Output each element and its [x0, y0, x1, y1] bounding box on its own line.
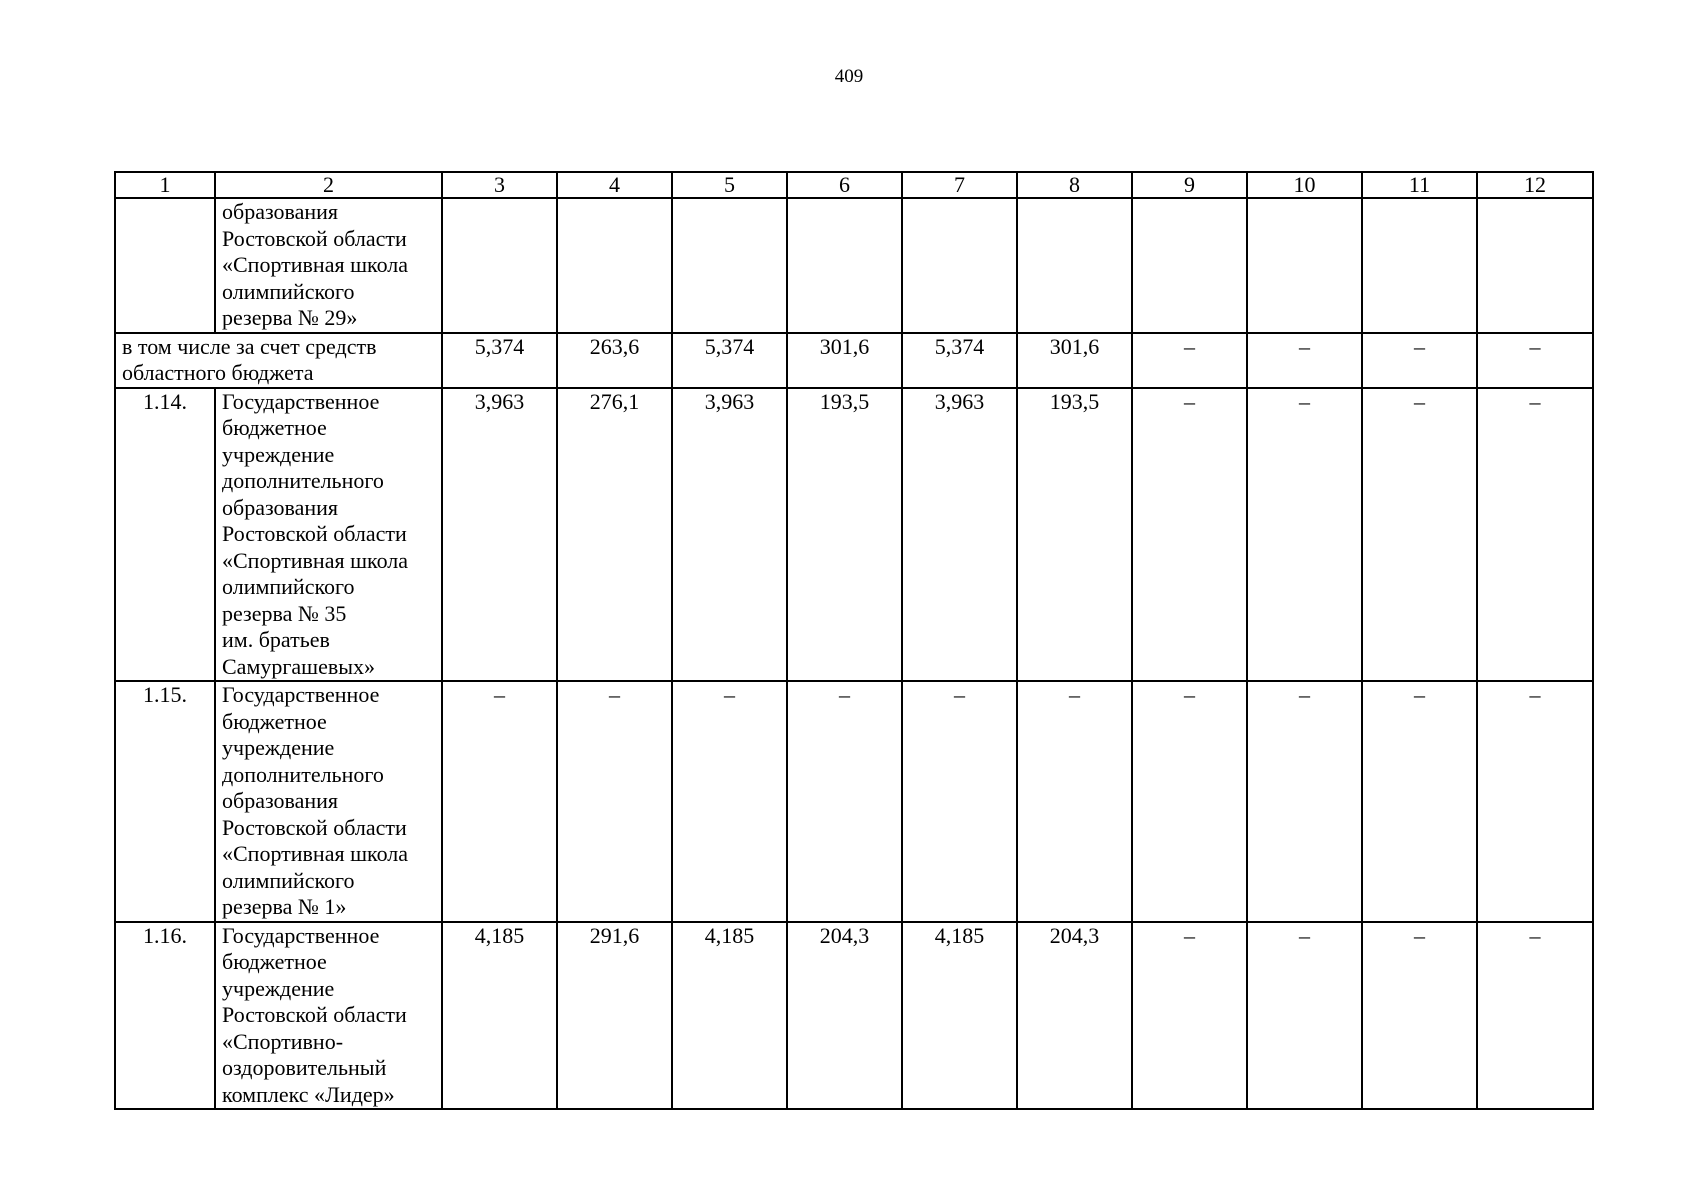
- value-cell: 301,6: [1017, 333, 1132, 388]
- institution-name: образования Ростовской области «Спортивная школа олимпийского резерва № 29»: [215, 198, 442, 333]
- value-cell: 276,1: [557, 388, 672, 682]
- column-header: 11: [1362, 172, 1477, 198]
- value-cell: –: [1477, 333, 1593, 388]
- value-cell: 263,6: [557, 333, 672, 388]
- row-index: 1.16.: [115, 922, 215, 1110]
- value-cell: 4,185: [902, 922, 1017, 1110]
- value-cell: –: [1477, 922, 1593, 1110]
- value-cell: –: [1362, 922, 1477, 1110]
- column-header: 6: [787, 172, 902, 198]
- value-cell: [1017, 198, 1132, 333]
- column-header: 8: [1017, 172, 1132, 198]
- institution-name: Государственное бюджетное учреждение Ростовской области «Спортивно- оздоровительный комплекс «Лидер»: [215, 922, 442, 1110]
- value-cell: 204,3: [787, 922, 902, 1110]
- value-cell: [1362, 198, 1477, 333]
- value-cell: 4,185: [442, 922, 557, 1110]
- table-row: [115, 198, 1593, 333]
- value-cell: –: [1132, 333, 1247, 388]
- value-cell: [672, 198, 787, 333]
- value-cell: 204,3: [1017, 922, 1132, 1110]
- column-header: 5: [672, 172, 787, 198]
- value-cell: –: [1477, 681, 1593, 922]
- row-index: 1.15.: [115, 681, 215, 922]
- value-cell: –: [1247, 388, 1362, 682]
- value-cell: –: [1362, 681, 1477, 922]
- subtotal-label: в том числе за счет средств областного бюджета: [115, 333, 442, 388]
- value-cell: –: [1247, 922, 1362, 1110]
- value-cell: –: [902, 681, 1017, 922]
- table-row: [115, 681, 1593, 922]
- value-cell: –: [787, 681, 902, 922]
- value-cell: [902, 198, 1017, 333]
- row-index: [115, 198, 215, 333]
- value-cell: 5,374: [902, 333, 1017, 388]
- value-cell: [1132, 198, 1247, 333]
- value-cell: –: [1247, 681, 1362, 922]
- value-cell: –: [1132, 681, 1247, 922]
- institution-name: Государственное бюджетное учреждение дополнительного образования Ростовской области «Спортивная школа олимпийского резерва № 1»: [215, 681, 442, 922]
- table-row: [115, 922, 1593, 1110]
- value-cell: 3,963: [902, 388, 1017, 682]
- column-header: 9: [1132, 172, 1247, 198]
- institution-name: Государственное бюджетное учреждение дополнительного образования Ростовской области «Спортивная школа олимпийского резерва № 35 им. братьев Самургашевых»: [215, 388, 442, 682]
- column-header: 7: [902, 172, 1017, 198]
- row-index: 1.14.: [115, 388, 215, 682]
- value-cell: [1477, 198, 1593, 333]
- column-header: 3: [442, 172, 557, 198]
- value-cell: [557, 198, 672, 333]
- column-header: 4: [557, 172, 672, 198]
- value-cell: 3,963: [672, 388, 787, 682]
- value-cell: [1247, 198, 1362, 333]
- value-cell: –: [1362, 388, 1477, 682]
- value-cell: –: [1132, 388, 1247, 682]
- column-header: 1: [115, 172, 215, 198]
- value-cell: –: [672, 681, 787, 922]
- column-header: 2: [215, 172, 442, 198]
- column-header: 10: [1247, 172, 1362, 198]
- value-cell: –: [557, 681, 672, 922]
- value-cell: –: [1132, 922, 1247, 1110]
- value-cell: [442, 198, 557, 333]
- value-cell: 193,5: [787, 388, 902, 682]
- value-cell: 291,6: [557, 922, 672, 1110]
- value-cell: 3,963: [442, 388, 557, 682]
- column-number-row: [115, 172, 1593, 198]
- value-cell: 5,374: [672, 333, 787, 388]
- page-number: 409: [834, 66, 864, 87]
- value-cell: –: [442, 681, 557, 922]
- value-cell: 4,185: [672, 922, 787, 1110]
- value-cell: –: [1477, 388, 1593, 682]
- budget-table: [114, 171, 1594, 1110]
- subtotal-row: [115, 333, 1593, 388]
- column-header: 12: [1477, 172, 1593, 198]
- value-cell: 301,6: [787, 333, 902, 388]
- value-cell: 5,374: [442, 333, 557, 388]
- table-row: [115, 388, 1593, 682]
- value-cell: –: [1362, 333, 1477, 388]
- value-cell: –: [1247, 333, 1362, 388]
- value-cell: [787, 198, 902, 333]
- value-cell: –: [1017, 681, 1132, 922]
- value-cell: 193,5: [1017, 388, 1132, 682]
